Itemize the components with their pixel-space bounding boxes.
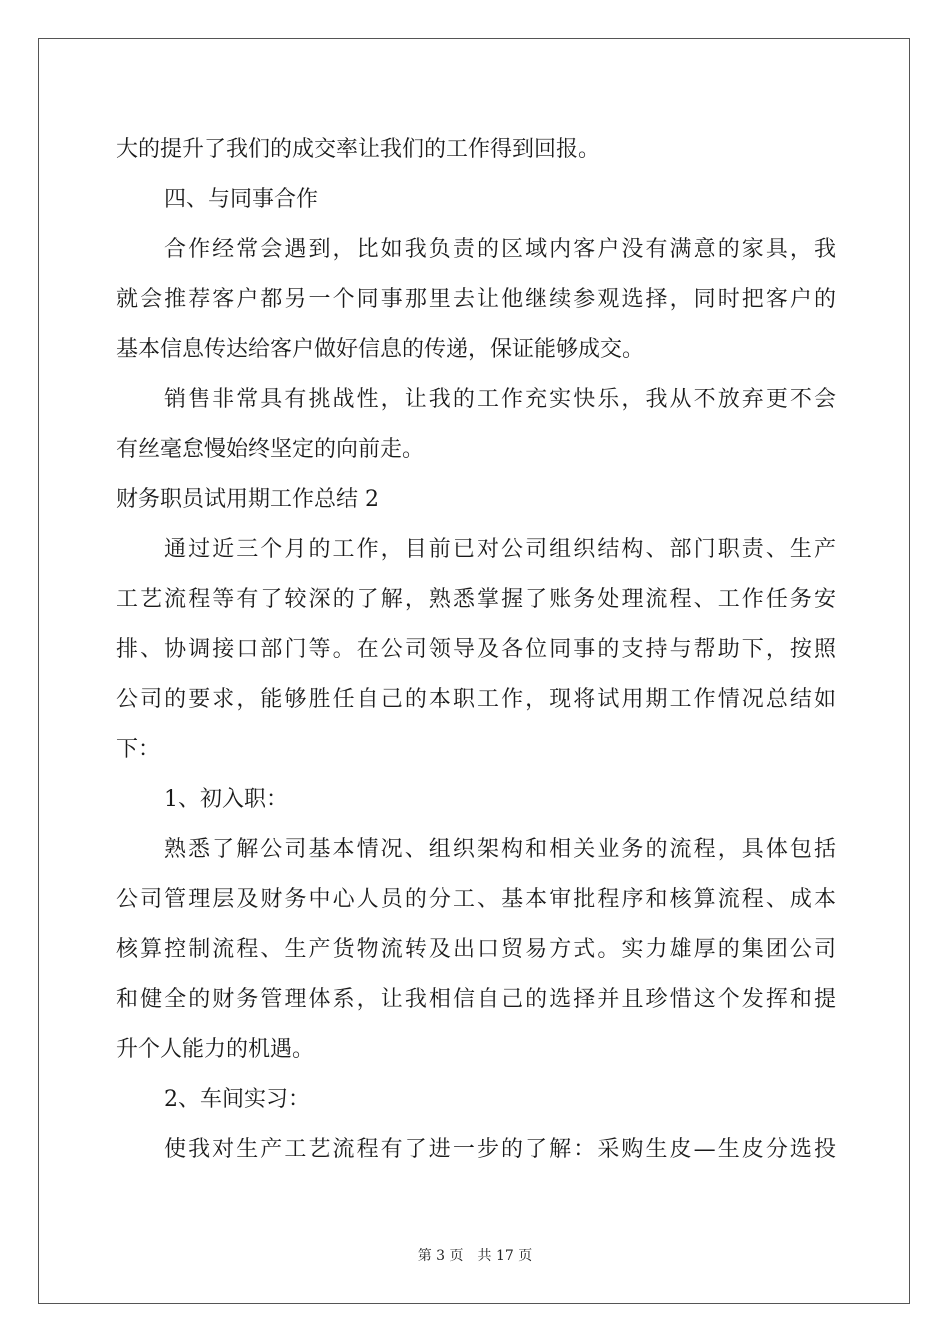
text-line: 大的提升了我们的成交率让我们的工作得到回报。 [116,137,601,162]
section-heading: 1、初入职： [164,787,288,812]
text-line: 工艺流程等有了较深的了解，熟悉掌握了账务处理流程、工作任务安 [116,587,836,612]
text-line: 公司管理层及财务中心人员的分工、基本审批程序和核算流程、成本 [116,887,836,912]
text-line: 升个人能力的机遇。 [116,1037,315,1062]
text-line: 有丝毫怠慢始终坚定的向前走。 [116,437,425,462]
text-line: 合作经常会遇到，比如我负责的区域内客户没有满意的家具，我 [164,237,836,262]
page-footer [0,1246,950,1266]
document-title: 财务职员试用期工作总结 2 [116,487,379,512]
text-line: 基本信息传达给客户做好信息的传递，保证能够成交。 [116,337,645,362]
section-heading: 2、车间实习： [164,1087,310,1112]
text-line: 公司的要求，能够胜任自己的本职工作，现将试用期工作情况总结如 [116,687,836,712]
section-heading: 四、与同事合作 [164,187,319,212]
text-line: 和健全的财务管理体系，让我相信自己的选择并且珍惜这个发挥和提 [116,987,836,1012]
text-line: 就会推荐客户都另一个同事那里去让他继续参观选择，同时把客户的 [116,287,836,312]
text-line: 熟悉了解公司基本情况、组织架构和相关业务的流程，具体包括 [164,837,836,862]
text-line: 核算控制流程、生产货物流转及出口贸易方式。实力雄厚的集团公司 [116,937,836,962]
text-line: 使我对生产工艺流程有了进一步的了解：采购生皮—生皮分选投 [164,1137,836,1162]
text-line: 排、协调接口部门等。在公司领导及各位同事的支持与帮助下，按照 [116,637,836,662]
page-number: 第 3 页 [417,1248,464,1264]
text-line: 销售非常具有挑战性，让我的工作充实快乐，我从不放弃更不会 [164,387,836,412]
text-line: 通过近三个月的工作，目前已对公司组织结构、部门职责、生产 [164,537,836,562]
page-total: 共 17 页 [477,1248,533,1264]
text-line: 下： [116,737,161,762]
